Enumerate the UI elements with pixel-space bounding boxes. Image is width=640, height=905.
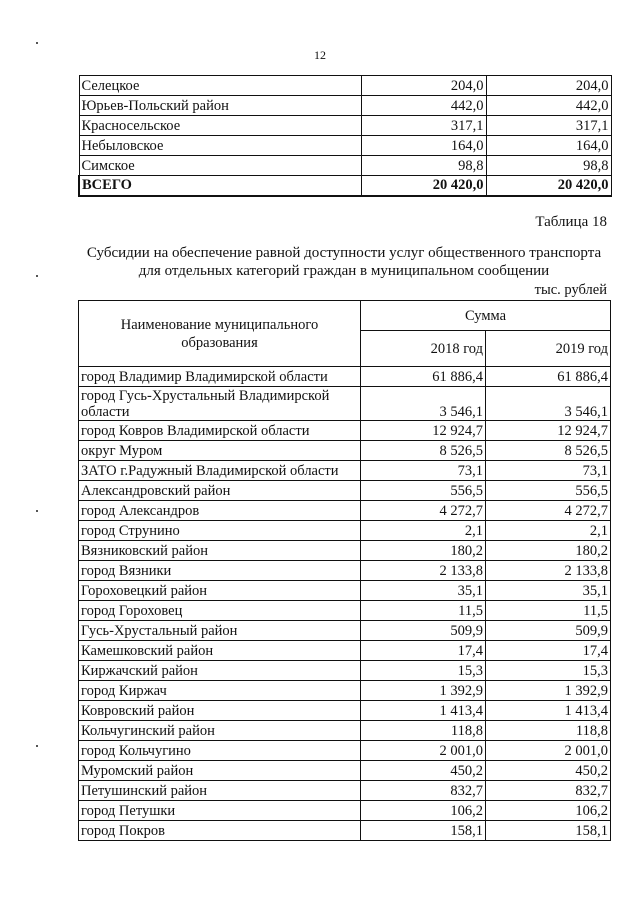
value-2019: 35,1	[486, 581, 611, 601]
page-number: 12	[314, 48, 326, 62]
value-2019: 317,1	[486, 116, 611, 136]
header-year-2018: 2018 год	[361, 331, 486, 367]
row-name: город Киржач	[79, 681, 361, 701]
table-row	[79, 156, 611, 176]
table-row	[79, 481, 611, 501]
value-2018: 180,2	[361, 541, 486, 561]
row-name: округ Муром	[79, 441, 361, 461]
value-2018: 832,7	[361, 781, 486, 801]
table-row	[79, 701, 611, 721]
value-2018: 2 133,8	[361, 561, 486, 581]
value-2018: 61 886,4	[361, 367, 486, 387]
scan-mark	[36, 275, 38, 277]
row-name: Гусь-Хрустальный район	[79, 621, 361, 641]
value-2019: 1 413,4	[486, 701, 611, 721]
row-name: город Кольчугино	[79, 741, 361, 761]
value-2018: 106,2	[361, 801, 486, 821]
row-name: город Гусь-Хрустальный Владимирской области	[79, 387, 361, 421]
unit-label: тыс. рублей	[534, 282, 607, 298]
row-name: Кольчугинский район	[79, 721, 361, 741]
value-2019: 204,0	[486, 76, 611, 96]
value-2018: 12 924,7	[361, 421, 486, 441]
value-2018: 35,1	[361, 581, 486, 601]
table-title	[78, 244, 610, 280]
row-name: город Александров	[79, 501, 361, 521]
value-2018: 11,5	[361, 601, 486, 621]
row-name: Вязниковский район	[79, 541, 361, 561]
value-2019: 98,8	[486, 156, 611, 176]
table-row	[79, 521, 611, 541]
table-row	[79, 641, 611, 661]
value-2018: 8 526,5	[361, 441, 486, 461]
subsidy-table	[78, 300, 611, 841]
total-2018: 20 420,0	[361, 176, 486, 196]
table-row	[79, 721, 611, 741]
table-row	[79, 541, 611, 561]
value-2018: 442,0	[361, 96, 486, 116]
title-line-1: Субсидии на обеспечение равной доступности услуг общественного транспорта	[86, 245, 602, 261]
table-row	[79, 116, 611, 136]
scan-mark	[36, 42, 38, 44]
value-2018: 2 001,0	[361, 741, 486, 761]
value-2018: 2,1	[361, 521, 486, 541]
value-2019: 442,0	[486, 96, 611, 116]
value-2018: 1 413,4	[361, 701, 486, 721]
row-name: Красносельское	[79, 116, 361, 136]
table-row	[79, 441, 611, 461]
table-row	[79, 801, 611, 821]
table-row	[79, 741, 611, 761]
value-2019: 158,1	[486, 821, 611, 841]
row-name: Небыловское	[79, 136, 361, 156]
value-2018: 17,4	[361, 641, 486, 661]
scan-mark	[36, 510, 38, 512]
value-2019: 17,4	[486, 641, 611, 661]
row-name: город Владимир Владимирской области	[79, 367, 361, 387]
row-name: город Струнино	[79, 521, 361, 541]
value-2019: 11,5	[486, 601, 611, 621]
value-2019: 3 546,1	[486, 387, 611, 421]
value-2019: 12 924,7	[486, 421, 611, 441]
row-name: Камешковский район	[79, 641, 361, 661]
row-name: Гороховецкий район	[79, 581, 361, 601]
table-row	[79, 661, 611, 681]
value-2019: 509,9	[486, 621, 611, 641]
table-row	[79, 681, 611, 701]
value-2019: 61 886,4	[486, 367, 611, 387]
header-sum-column: Сумма	[361, 301, 611, 331]
value-2018: 450,2	[361, 761, 486, 781]
row-name: Селецкое	[79, 76, 361, 96]
table-row	[79, 561, 611, 581]
row-name: город Петушки	[79, 801, 361, 821]
value-2018: 73,1	[361, 461, 486, 481]
table-row	[79, 76, 611, 96]
table-row	[79, 96, 611, 116]
value-2019: 106,2	[486, 801, 611, 821]
value-2018: 164,0	[361, 136, 486, 156]
row-name: город Ковров Владимирской области	[79, 421, 361, 441]
row-name: город Вязники	[79, 561, 361, 581]
value-2018: 317,1	[361, 116, 486, 136]
value-2019: 556,5	[486, 481, 611, 501]
row-name: город Гороховец	[79, 601, 361, 621]
table-row	[79, 387, 611, 421]
table-row	[79, 421, 611, 441]
table-row	[79, 501, 611, 521]
table-row	[79, 367, 611, 387]
row-name: город Покров	[79, 821, 361, 841]
table-row	[79, 601, 611, 621]
value-2019: 4 272,7	[486, 501, 611, 521]
total-row	[79, 176, 611, 196]
total-2019: 20 420,0	[486, 176, 611, 196]
row-name: ЗАТО г.Радужный Владимирской области	[79, 461, 361, 481]
header-name-column: Наименование муниципального образования	[79, 301, 361, 367]
row-name: Ковровский район	[79, 701, 361, 721]
value-2019: 164,0	[486, 136, 611, 156]
value-2018: 98,8	[361, 156, 486, 176]
table-row	[79, 136, 611, 156]
row-name: Киржачский район	[79, 661, 361, 681]
value-2019: 2 001,0	[486, 741, 611, 761]
value-2018: 158,1	[361, 821, 486, 841]
value-2019: 832,7	[486, 781, 611, 801]
table-row	[79, 581, 611, 601]
title-line-2: для отдельных категорий граждан в муниципальном сообщении	[138, 263, 550, 279]
value-2018: 204,0	[361, 76, 486, 96]
value-2019: 1 392,9	[486, 681, 611, 701]
value-2019: 2 133,8	[486, 561, 611, 581]
total-label: ВСЕГО	[79, 176, 361, 196]
row-name: Александровский район	[79, 481, 361, 501]
table-row	[79, 761, 611, 781]
value-2018: 4 272,7	[361, 501, 486, 521]
value-2019: 73,1	[486, 461, 611, 481]
value-2019: 2,1	[486, 521, 611, 541]
table-caption: Таблица 18	[535, 214, 607, 230]
value-2018: 3 546,1	[361, 387, 486, 421]
scan-mark	[36, 745, 38, 747]
value-2018: 1 392,9	[361, 681, 486, 701]
table-row	[79, 781, 611, 801]
value-2019: 180,2	[486, 541, 611, 561]
row-name: Симское	[79, 156, 361, 176]
value-2018: 509,9	[361, 621, 486, 641]
table-row	[79, 621, 611, 641]
value-2018: 15,3	[361, 661, 486, 681]
table-row	[79, 821, 611, 841]
value-2019: 15,3	[486, 661, 611, 681]
row-name: Петушинский район	[79, 781, 361, 801]
value-2019: 450,2	[486, 761, 611, 781]
header-year-2019: 2019 год	[486, 331, 611, 367]
value-2019: 118,8	[486, 721, 611, 741]
value-2018: 118,8	[361, 721, 486, 741]
row-name: Юрьев-Польский район	[79, 96, 361, 116]
continuation-table	[78, 75, 612, 197]
table-row	[79, 461, 611, 481]
row-name: Муромский район	[79, 761, 361, 781]
value-2018: 556,5	[361, 481, 486, 501]
value-2019: 8 526,5	[486, 441, 611, 461]
